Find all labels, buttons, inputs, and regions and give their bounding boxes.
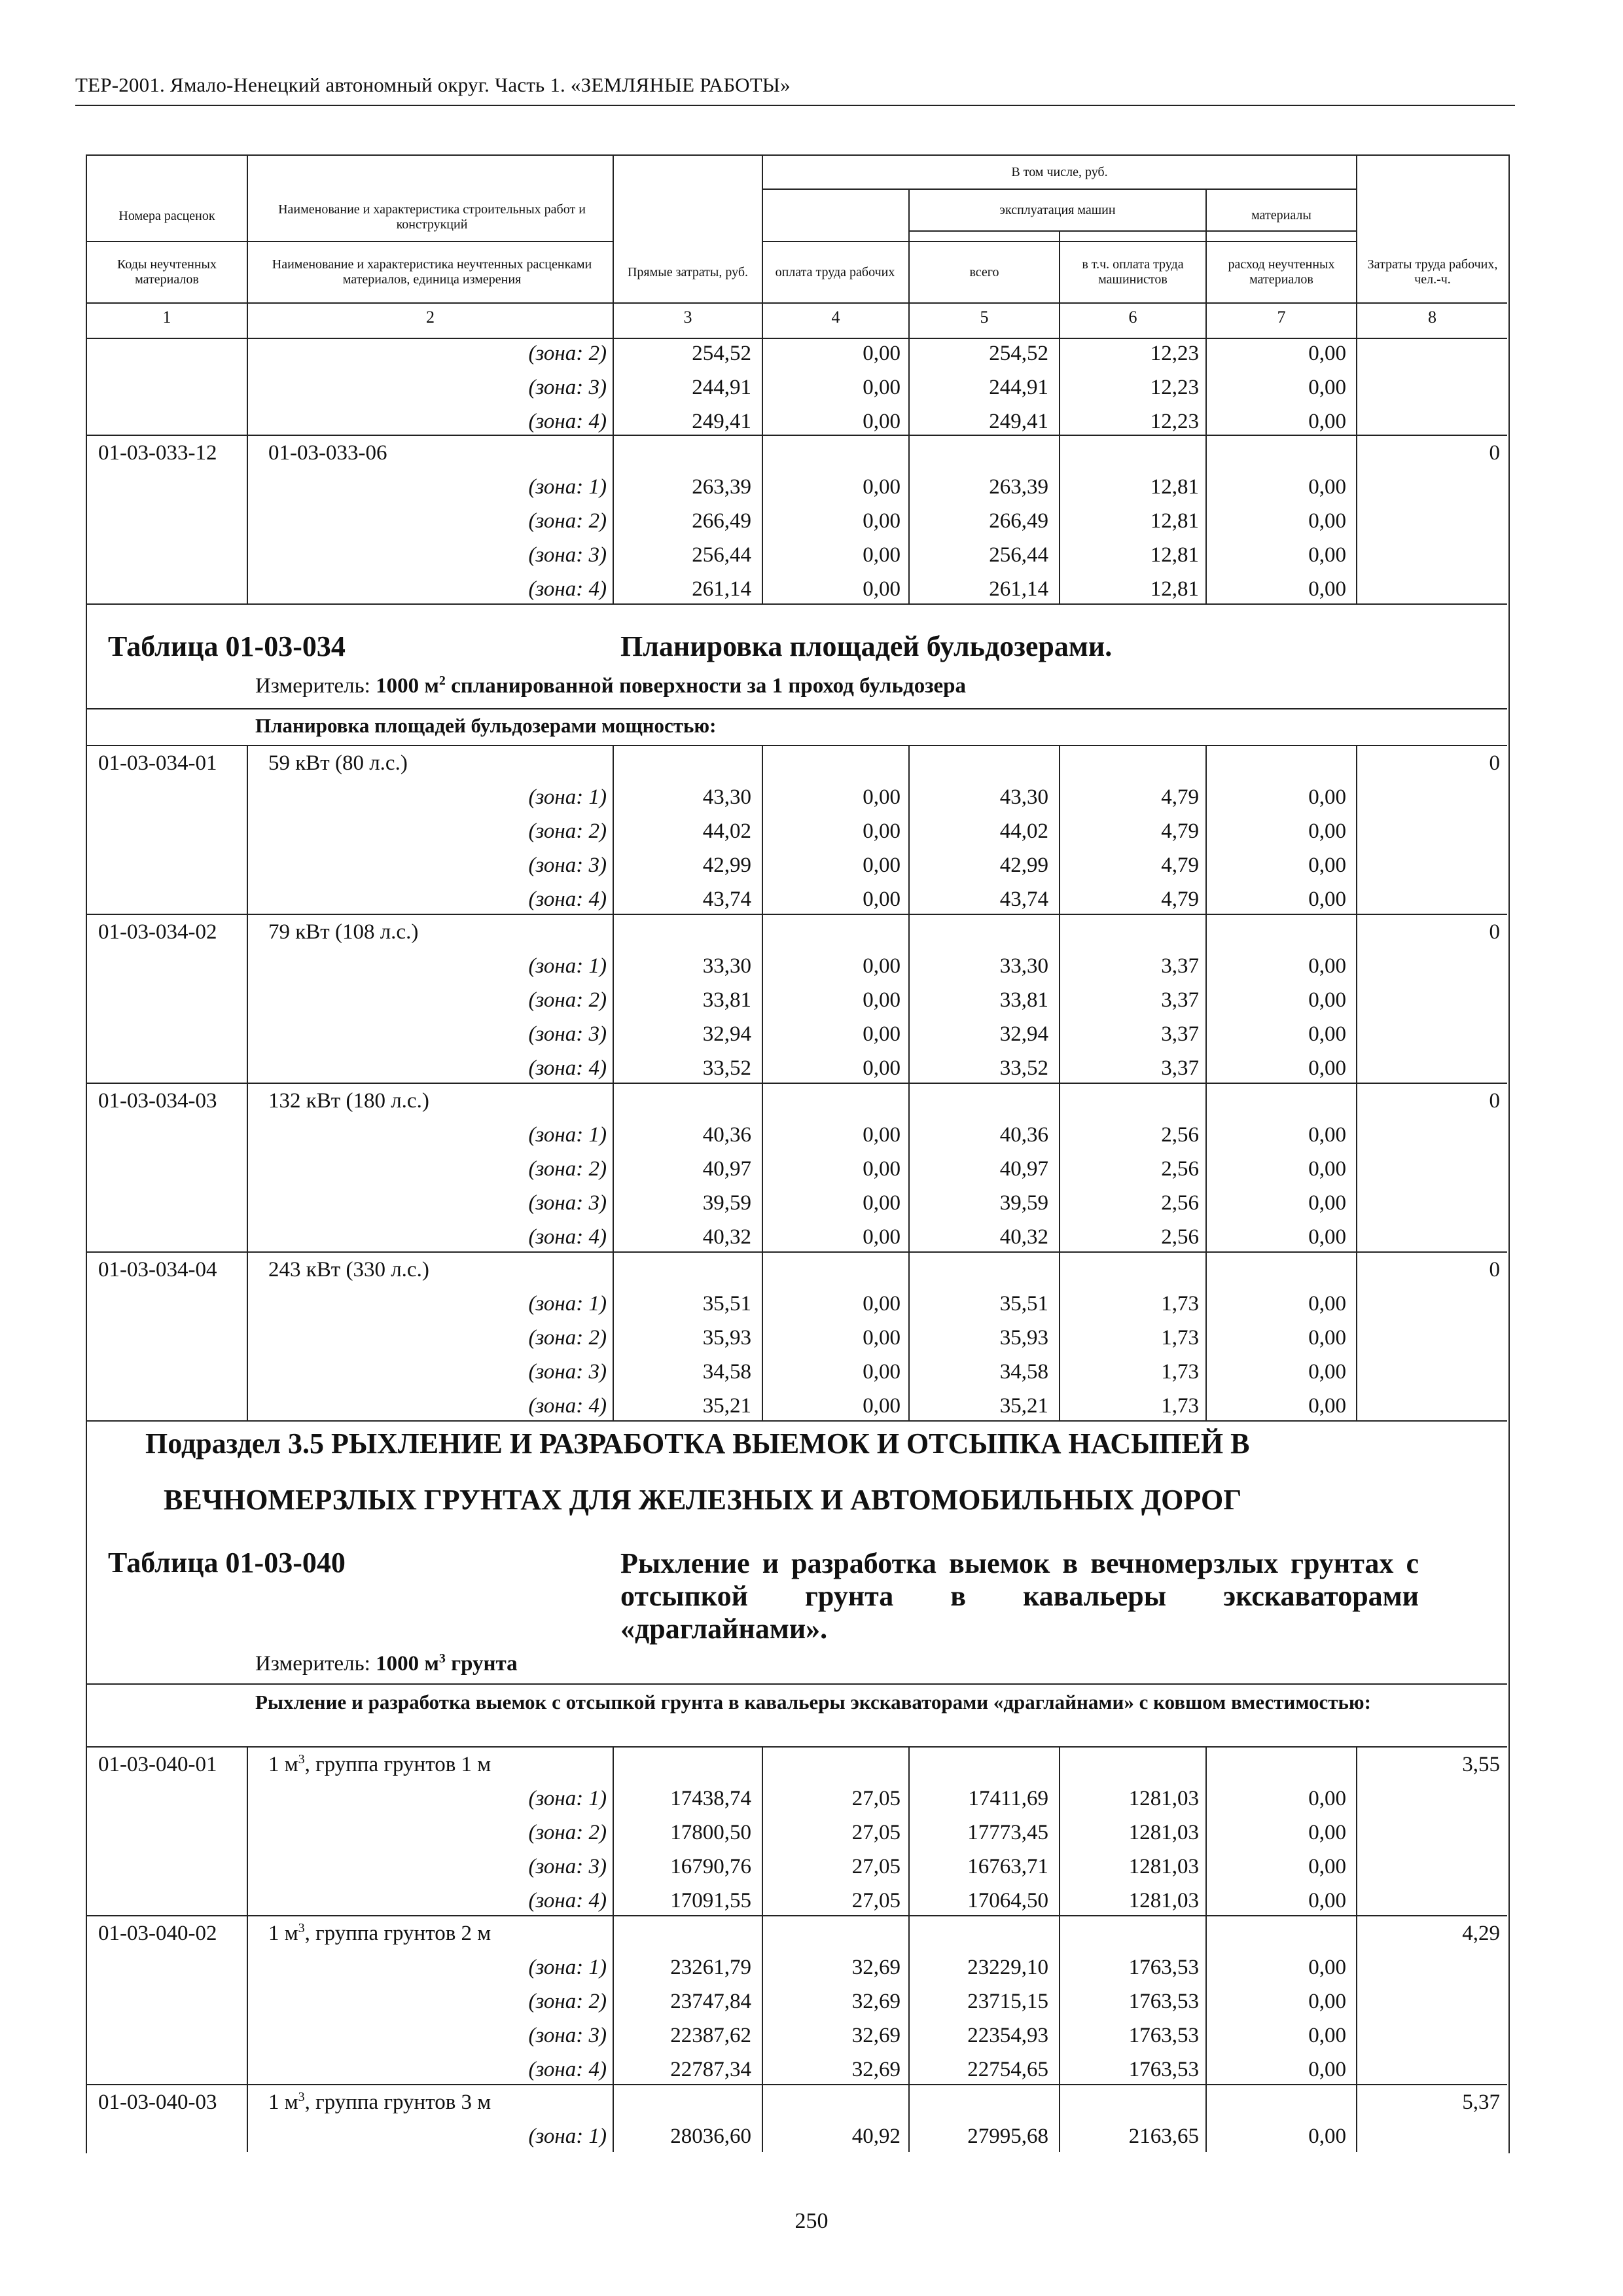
materials: 0,00 — [1308, 1787, 1346, 1810]
machinists-pay: 1763,53 — [1128, 2024, 1199, 2047]
materials: 0,00 — [1308, 543, 1346, 567]
labor-pay: 0,00 — [863, 853, 901, 877]
direct-cost: 16790,76 — [670, 1855, 751, 1878]
zone-label: (зона: 2) — [528, 342, 607, 365]
labor-pay: 0,00 — [863, 475, 901, 499]
machinists-pay: 12,23 — [1150, 376, 1199, 399]
zone-label: (зона: 2) — [528, 988, 607, 1012]
machinists-pay: 1281,03 — [1128, 1821, 1199, 1844]
materials: 0,00 — [1308, 1360, 1346, 1384]
header-materials: материалы — [1251, 207, 1311, 223]
header-col2a: Наименование и характеристика строительных работ и конструкций — [278, 202, 586, 232]
zone-label: (зона: 1) — [528, 1787, 607, 1810]
colnum-1: 1 — [162, 308, 171, 327]
zone-label: (зона: 2) — [528, 509, 607, 533]
materials: 0,00 — [1308, 819, 1346, 843]
labor-pay: 0,00 — [863, 376, 901, 399]
labor-pay: 0,00 — [863, 410, 901, 433]
rate-name: 132 кВт (180 л.с.) — [268, 1089, 429, 1113]
zone-label: (зона: 1) — [528, 475, 607, 499]
body-vline — [247, 338, 248, 603]
materials: 0,00 — [1308, 1225, 1346, 1249]
direct-cost: 23261,79 — [670, 1956, 751, 1979]
machinists-pay: 12,81 — [1150, 475, 1199, 499]
header-rule-mid — [86, 241, 614, 242]
rate-name-b: , группа грунтов 1 м — [304, 1753, 491, 1776]
machines-total: 42,99 — [999, 853, 1048, 877]
materials: 0,00 — [1308, 577, 1346, 601]
direct-cost: 249,41 — [692, 410, 751, 433]
direct-cost: 33,52 — [702, 1056, 751, 1080]
header-col3: Прямые затраты, руб. — [627, 264, 749, 279]
machinists-pay: 1,73 — [1161, 1326, 1199, 1350]
materials: 0,00 — [1308, 1821, 1346, 1844]
machinists-pay: 4,79 — [1161, 785, 1199, 809]
meter-unit: 1000 м — [376, 1652, 439, 1676]
machines-total: 33,52 — [999, 1056, 1048, 1080]
machinists-pay: 1281,03 — [1128, 1787, 1199, 1810]
direct-cost: 33,81 — [702, 988, 751, 1012]
direct-cost: 43,30 — [702, 785, 751, 809]
labor-pay: 0,00 — [863, 577, 901, 601]
labor-pay: 32,69 — [851, 2024, 901, 2047]
machinists-pay: 3,37 — [1161, 1022, 1199, 1046]
body-vline — [1356, 1746, 1357, 2152]
machinists-pay: 12,81 — [1150, 509, 1199, 533]
machinists-pay: 2,56 — [1161, 1123, 1199, 1147]
direct-cost: 32,94 — [702, 1022, 751, 1046]
machines-total: 39,59 — [999, 1191, 1048, 1215]
materials: 0,00 — [1308, 853, 1346, 877]
zone-label: (зона: 4) — [528, 1394, 607, 1418]
materials: 0,00 — [1308, 1157, 1346, 1181]
labor-hours: 0 — [1489, 1258, 1500, 1282]
machines-total: 40,97 — [999, 1157, 1048, 1181]
labor-pay: 0,00 — [863, 888, 901, 911]
materials: 0,00 — [1308, 1394, 1346, 1418]
meter-desc: спланированной поверхности за 1 проход бульдозера — [445, 674, 966, 698]
meter-prefix: Измеритель: — [255, 674, 370, 698]
machinists-pay: 1763,53 — [1128, 2058, 1199, 2081]
direct-cost: 17091,55 — [670, 1889, 751, 1912]
machines-total: 256,44 — [989, 543, 1048, 567]
labor-hours: 0 — [1489, 441, 1500, 465]
header-rule-bottom — [86, 302, 1507, 304]
machinists-pay: 12,23 — [1150, 342, 1199, 365]
machines-total: 249,41 — [989, 410, 1048, 433]
zone-label: (зона: 3) — [528, 1360, 607, 1384]
direct-cost: 33,30 — [702, 954, 751, 978]
machinists-pay: 2163,65 — [1128, 2125, 1199, 2148]
machinists-pay: 4,79 — [1161, 819, 1199, 843]
machines-total: 17411,69 — [968, 1787, 1048, 1810]
labor-pay: 0,00 — [863, 1157, 901, 1181]
zone-label: (зона: 1) — [528, 1123, 607, 1147]
machinists-pay: 4,79 — [1161, 853, 1199, 877]
materials: 0,00 — [1308, 1123, 1346, 1147]
row-sep-table034-meter — [86, 708, 1507, 709]
machines-total: 43,30 — [999, 785, 1048, 809]
labor-pay: 0,00 — [863, 509, 901, 533]
header-col6: в т.ч. оплата труда машинистов — [1082, 257, 1184, 287]
machinists-pay: 2,56 — [1161, 1225, 1199, 1249]
direct-cost: 34,58 — [702, 1360, 751, 1384]
zone-label: (зона: 3) — [528, 2024, 607, 2047]
subsection-title-line1: Подраздел 3.5 РЫХЛЕНИЕ И РАЗРАБОТКА ВЫЕМОК И ОТСЫПКА НАСЫПЕЙ В — [145, 1427, 1250, 1460]
machinists-pay: 2,56 — [1161, 1157, 1199, 1181]
machines-total: 40,36 — [999, 1123, 1048, 1147]
machinists-pay: 1,73 — [1161, 1360, 1199, 1384]
body-vline — [1059, 1746, 1060, 2152]
rate-name-exp: 3 — [298, 1752, 305, 1767]
direct-cost: 266,49 — [692, 509, 751, 533]
labor-pay: 32,69 — [851, 1990, 901, 2013]
direct-cost: 17800,50 — [670, 1821, 751, 1844]
body-vline — [762, 1746, 763, 2152]
rate-code: 01-03-040-01 — [98, 1753, 217, 1776]
body-vline — [613, 338, 614, 603]
zone-label: (зона: 2) — [528, 1990, 607, 2013]
direct-cost: 42,99 — [702, 853, 751, 877]
table-034-group-heading: Планировка площадей бульдозерами мощностью: — [255, 714, 717, 737]
direct-cost: 35,93 — [702, 1326, 751, 1350]
machinists-pay: 3,37 — [1161, 954, 1199, 978]
page-number: 250 — [794, 2209, 829, 2233]
direct-cost: 256,44 — [692, 543, 751, 567]
labor-pay: 32,69 — [851, 2058, 901, 2081]
rate-name-exp: 3 — [298, 1921, 305, 1935]
materials: 0,00 — [1308, 1990, 1346, 2013]
direct-cost: 22787,34 — [670, 2058, 751, 2081]
direct-cost: 28036,60 — [670, 2125, 751, 2148]
meter-desc: грунта — [445, 1652, 518, 1676]
labor-pay: 0,00 — [863, 1191, 901, 1215]
table-034-title: Планировка площадей бульдозерами. — [620, 630, 1113, 662]
direct-cost: 23747,84 — [670, 1990, 751, 2013]
machines-total: 35,51 — [999, 1292, 1048, 1316]
row-sep-table040-meter — [86, 1683, 1507, 1685]
machines-total: 33,30 — [999, 954, 1048, 978]
direct-cost: 261,14 — [692, 577, 751, 601]
labor-pay: 0,00 — [863, 1056, 901, 1080]
labor-pay: 0,00 — [863, 1326, 901, 1350]
materials: 0,00 — [1308, 2024, 1346, 2047]
running-head: ТЕР-2001. Ямало-Ненецкий автономный округ. Часть 1. «ЗЕМЛЯНЫЕ РАБОТЫ» — [75, 73, 791, 96]
body-vline — [613, 1746, 614, 2152]
body-vline — [1205, 1746, 1207, 2152]
header-rule-nums — [86, 338, 1507, 339]
materials: 0,00 — [1308, 2058, 1346, 2081]
machinists-pay: 12,23 — [1150, 410, 1199, 433]
direct-cost: 44,02 — [702, 819, 751, 843]
rate-code: 01-03-034-02 — [98, 920, 217, 944]
colnum-3: 3 — [683, 308, 692, 327]
table-040-title: Рыхление и разработка выемок в вечномерзлых грунтах с отсыпкой грунта в кавальеры экскаваторами «драглайнами». — [620, 1547, 1419, 1645]
labor-pay: 0,00 — [863, 785, 901, 809]
body-vline — [762, 338, 763, 603]
machinists-pay: 1281,03 — [1128, 1889, 1199, 1912]
header-col2b: Наименование и характеристика неучтенных расценками материалов, единица измерения — [272, 257, 592, 287]
rate-name — [268, 2085, 491, 2119]
zone-label: (зона: 1) — [528, 785, 607, 809]
direct-cost: 43,74 — [702, 888, 751, 911]
zone-label: (зона: 2) — [528, 1157, 607, 1181]
rate-name — [268, 1748, 491, 1782]
zone-label: (зона: 3) — [528, 1191, 607, 1215]
rate-name: 79 кВт (108 л.с.) — [268, 920, 419, 944]
direct-cost: 17438,74 — [670, 1787, 751, 1810]
rate-name-a: 1 м — [268, 1753, 298, 1776]
direct-cost: 39,59 — [702, 1191, 751, 1215]
machines-total: 266,49 — [989, 509, 1048, 533]
labor-hours: 4,29 — [1462, 1922, 1500, 1945]
colnum-5: 5 — [980, 308, 989, 327]
running-head-rule — [75, 105, 1515, 106]
table-040-label: Таблица 01-03-040 — [108, 1547, 346, 1579]
zone-label: (зона: 3) — [528, 853, 607, 877]
machinists-pay: 3,37 — [1161, 988, 1199, 1012]
rate-code: 01-03-034-01 — [98, 751, 217, 775]
row-sep-subsection — [86, 1420, 1507, 1422]
rate-name-b: , группа грунтов 2 м — [304, 1922, 491, 1945]
zone-label: (зона: 4) — [528, 2058, 607, 2081]
zone-label: (зона: 3) — [528, 543, 607, 567]
machines-total: 35,21 — [999, 1394, 1048, 1418]
labor-pay: 0,00 — [863, 1022, 901, 1046]
labor-pay: 0,00 — [863, 1360, 901, 1384]
machines-total: 34,58 — [999, 1360, 1048, 1384]
meter-unit: 1000 м — [376, 674, 439, 698]
header-col4: оплата труда рабочих — [775, 264, 895, 279]
machinists-pay: 1763,53 — [1128, 1956, 1199, 1979]
direct-cost: 35,21 — [702, 1394, 751, 1418]
rate-code: 01-03-040-02 — [98, 1922, 217, 1945]
machinists-pay: 2,56 — [1161, 1191, 1199, 1215]
labor-pay: 0,00 — [863, 1123, 901, 1147]
machines-total: 44,02 — [999, 819, 1048, 843]
meter-unit-exp: 3 — [438, 1651, 446, 1666]
direct-cost: 254,52 — [692, 342, 751, 365]
zone-label: (зона: 4) — [528, 1225, 607, 1249]
zone-label: (зона: 1) — [528, 2125, 607, 2148]
machinists-pay: 1,73 — [1161, 1292, 1199, 1316]
zone-label: (зона: 4) — [528, 410, 607, 433]
rate-code: 01-03-034-03 — [98, 1089, 217, 1113]
labor-pay: 40,92 — [851, 2125, 901, 2148]
machines-total: 23715,15 — [967, 1990, 1048, 2013]
zone-label: (зона: 4) — [528, 1056, 607, 1080]
machines-total: 43,74 — [999, 888, 1048, 911]
table-034-label: Таблица 01-03-034 — [108, 630, 346, 662]
rate-name-a: 1 м — [268, 2090, 298, 2114]
machines-total: 22354,93 — [967, 2024, 1048, 2047]
machines-total: 263,39 — [989, 475, 1048, 499]
zone-label: (зона: 2) — [528, 1821, 607, 1844]
materials: 0,00 — [1308, 988, 1346, 1012]
subsection-title-line2: ВЕЧНОМЕРЗЛЫХ ГРУНТАХ ДЛЯ ЖЕЛЕЗНЫХ И АВТОМОБИЛЬНЫХ ДОРОГ — [164, 1484, 1242, 1516]
table-040-group-heading: Рыхление и разработка выемок с отсыпкой грунта в кавальеры экскаваторами «драглайнами» с ковшом вместимостью: — [255, 1691, 1371, 1713]
body-vline — [1205, 338, 1207, 603]
header-col5: всего — [969, 264, 999, 279]
materials: 0,00 — [1308, 1855, 1346, 1878]
machinists-pay: 1281,03 — [1128, 1855, 1199, 1878]
body-vline — [1356, 338, 1357, 603]
labor-pay: 0,00 — [863, 543, 901, 567]
materials: 0,00 — [1308, 342, 1346, 365]
materials: 0,00 — [1308, 1326, 1346, 1350]
zone-label: (зона: 1) — [528, 1292, 607, 1316]
labor-pay: 0,00 — [863, 1225, 901, 1249]
direct-cost: 22387,62 — [670, 2024, 751, 2047]
materials: 0,00 — [1308, 1889, 1346, 1912]
labor-pay: 0,00 — [863, 988, 901, 1012]
rate-name-b: , группа грунтов 3 м — [304, 2090, 491, 2114]
machines-total: 244,91 — [989, 376, 1048, 399]
header-col8: Затраты труда рабочих, чел.-ч. — [1367, 257, 1498, 287]
materials: 0,00 — [1308, 509, 1346, 533]
machines-total: 261,14 — [989, 577, 1048, 601]
materials: 0,00 — [1308, 1292, 1346, 1316]
direct-cost: 40,32 — [702, 1225, 751, 1249]
machines-total: 17773,45 — [967, 1821, 1048, 1844]
zone-label: (зона: 1) — [528, 954, 607, 978]
rate-name-exp: 3 — [298, 2090, 305, 2104]
body-vline — [247, 1746, 248, 2152]
zone-label: (зона: 4) — [528, 888, 607, 911]
header-machines: эксплуатация машин — [999, 202, 1116, 217]
zone-label: (зона: 1) — [528, 1956, 607, 1979]
machinists-pay: 1,73 — [1161, 1394, 1199, 1418]
materials: 0,00 — [1308, 475, 1346, 499]
zone-label: (зона: 3) — [528, 1855, 607, 1878]
machines-total: 16763,71 — [967, 1855, 1048, 1878]
machines-total: 35,93 — [999, 1326, 1048, 1350]
body-vline — [908, 1746, 910, 2152]
rate-name: 59 кВт (80 л.с.) — [268, 751, 408, 775]
machines-total: 27995,68 — [967, 2125, 1048, 2148]
zone-label: (зона: 3) — [528, 1022, 607, 1046]
zone-label: (зона: 2) — [528, 819, 607, 843]
labor-pay: 27,05 — [851, 1821, 901, 1844]
machinists-pay: 12,81 — [1150, 577, 1199, 601]
zone-label: (зона: 3) — [528, 376, 607, 399]
direct-cost: 263,39 — [692, 475, 751, 499]
table-034-meter — [255, 674, 966, 698]
labor-pay: 0,00 — [863, 1394, 901, 1418]
materials: 0,00 — [1308, 888, 1346, 911]
materials: 0,00 — [1308, 410, 1346, 433]
rate-name: 243 кВт (330 л.с.) — [268, 1258, 429, 1282]
direct-cost: 40,36 — [702, 1123, 751, 1147]
machines-total: 23229,10 — [967, 1956, 1048, 1979]
meter-prefix: Измеритель: — [255, 1652, 370, 1676]
table-040-meter — [255, 1652, 518, 1676]
machines-total: 254,52 — [989, 342, 1048, 365]
direct-cost: 244,91 — [692, 376, 751, 399]
materials: 0,00 — [1308, 1056, 1346, 1080]
labor-pay: 0,00 — [863, 1292, 901, 1316]
materials: 0,00 — [1308, 785, 1346, 809]
machines-total: 17064,50 — [967, 1889, 1048, 1912]
materials: 0,00 — [1308, 1191, 1346, 1215]
labor-hours: 0 — [1489, 751, 1500, 775]
rate-name: 01-03-033-06 — [268, 441, 387, 465]
direct-cost: 40,97 — [702, 1157, 751, 1181]
header-col1b: Коды неучтенных материалов — [117, 257, 217, 287]
rate-code: 01-03-034-04 — [98, 1258, 217, 1282]
labor-pay: 27,05 — [851, 1855, 901, 1878]
header-col7: расход неучтенных материалов — [1228, 257, 1335, 287]
materials: 0,00 — [1308, 376, 1346, 399]
colnum-2: 2 — [426, 308, 435, 327]
rate-code: 01-03-033-12 — [98, 441, 217, 465]
machinists-pay: 12,81 — [1150, 543, 1199, 567]
labor-hours: 0 — [1489, 920, 1500, 944]
colnum-4: 4 — [831, 308, 840, 327]
body-vline — [1059, 338, 1060, 603]
rate-name-a: 1 м — [268, 1922, 298, 1945]
machinists-pay: 3,37 — [1161, 1056, 1199, 1080]
rate-name — [268, 1916, 491, 1950]
body-vline — [908, 338, 910, 603]
header-incl: В том числе, руб. — [1011, 164, 1108, 179]
materials: 0,00 — [1308, 1022, 1346, 1046]
meter-unit-exp: 2 — [438, 673, 446, 688]
machinists-pay: 1763,53 — [1128, 1990, 1199, 2013]
labor-hours: 5,37 — [1462, 2090, 1500, 2114]
machines-total: 40,32 — [999, 1225, 1048, 1249]
row-sep-table034 — [86, 603, 1507, 605]
colnum-8: 8 — [1428, 308, 1436, 327]
materials: 0,00 — [1308, 2125, 1346, 2148]
colnum-6: 6 — [1128, 308, 1137, 327]
header-col1a: Номера расценок — [118, 208, 215, 223]
labor-pay: 0,00 — [863, 819, 901, 843]
labor-hours: 0 — [1489, 1089, 1500, 1113]
labor-pay: 32,69 — [851, 1956, 901, 1979]
colnum-7: 7 — [1277, 308, 1286, 327]
machines-total: 22754,65 — [967, 2058, 1048, 2081]
labor-hours: 3,55 — [1462, 1753, 1500, 1776]
machines-total: 33,81 — [999, 988, 1048, 1012]
rate-code: 01-03-040-03 — [98, 2090, 217, 2114]
labor-pay: 27,05 — [851, 1787, 901, 1810]
zone-label: (зона: 2) — [528, 1326, 607, 1350]
materials: 0,00 — [1308, 954, 1346, 978]
materials: 0,00 — [1308, 1956, 1346, 1979]
labor-pay: 0,00 — [863, 954, 901, 978]
zone-label: (зона: 4) — [528, 577, 607, 601]
machines-total: 32,94 — [999, 1022, 1048, 1046]
labor-pay: 0,00 — [863, 342, 901, 365]
direct-cost: 35,51 — [702, 1292, 751, 1316]
zone-label: (зона: 4) — [528, 1889, 607, 1912]
labor-pay: 27,05 — [851, 1889, 901, 1912]
machinists-pay: 4,79 — [1161, 888, 1199, 911]
